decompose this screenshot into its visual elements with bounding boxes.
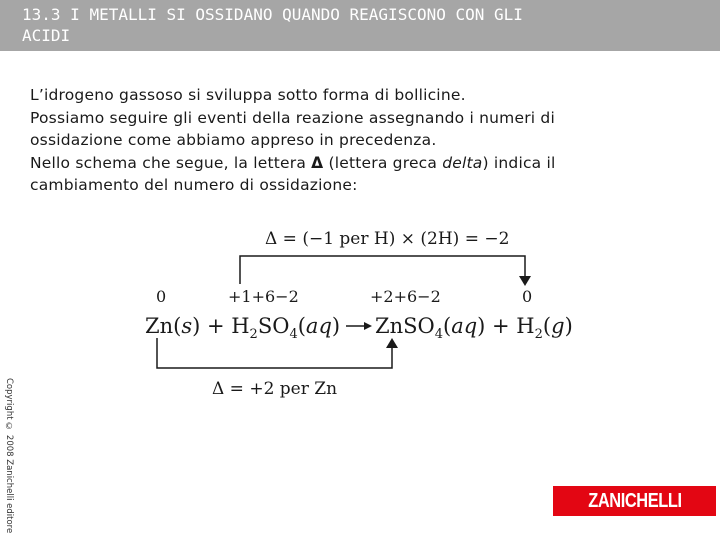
bottom-bracket-arrowhead [386, 338, 398, 348]
top-delta-label: Δ = (−1 per H) × (2H) = −2 [265, 229, 510, 249]
body-line-4-post: ) indica il [482, 153, 556, 172]
body-line-4-mid: (lettera greca [323, 153, 443, 172]
body-line-3: ossidazione come abbiamo appreso in precedenza. [30, 131, 437, 149]
reaction-equation: $Zn(s) + H_2SO_4(aq)$ [145, 314, 341, 342]
body-line-4-pre: Nello schema che segue, la lettera [30, 153, 312, 172]
slide-title [22, 4, 702, 46]
body-line-2: Possiamo seguire gli eventi della reazione assegnando i numeri di [30, 108, 555, 127]
ox-number-h2: 0 [522, 287, 533, 306]
section-number: 13.3 [22, 5, 61, 24]
delta-word: delta [442, 153, 483, 172]
copyright-notice: Copyright © 2008 Zanichelli editore [4, 378, 14, 534]
ox-number-zn: 0 [156, 287, 167, 306]
logo-text: ZANICHELLI [587, 489, 682, 512]
top-bracket-arrowhead [519, 276, 531, 286]
bottom-delta-label: Δ = +2 per Zn [212, 379, 338, 399]
title-line-2: ACIDI [22, 26, 71, 45]
reaction-products: ZnSO$_4$(aq) + $H_2(g)$ [375, 314, 573, 342]
ox-number-znso4: +2+6−2 [370, 287, 441, 306]
reaction-diagram [140, 218, 600, 403]
header-bar [0, 0, 720, 51]
reaction-arrowhead [364, 322, 372, 330]
bottom-bracket [157, 338, 392, 368]
zanichelli-logo [553, 486, 716, 516]
body-line-5: cambiamento del numero di ossidazione: [30, 176, 358, 194]
delta-symbol: Δ [311, 153, 324, 172]
top-bracket [240, 256, 525, 284]
body-line-1: L’idrogeno gassoso si sviluppa sotto forma di bollicine. [30, 86, 466, 104]
ox-number-h2so4: +1+6−2 [228, 287, 299, 306]
title-line-1: I METALLI SI OSSIDANO QUANDO REAGISCONO CON GLI [70, 5, 523, 24]
body-line-4 [30, 152, 670, 175]
body-text [30, 84, 670, 197]
